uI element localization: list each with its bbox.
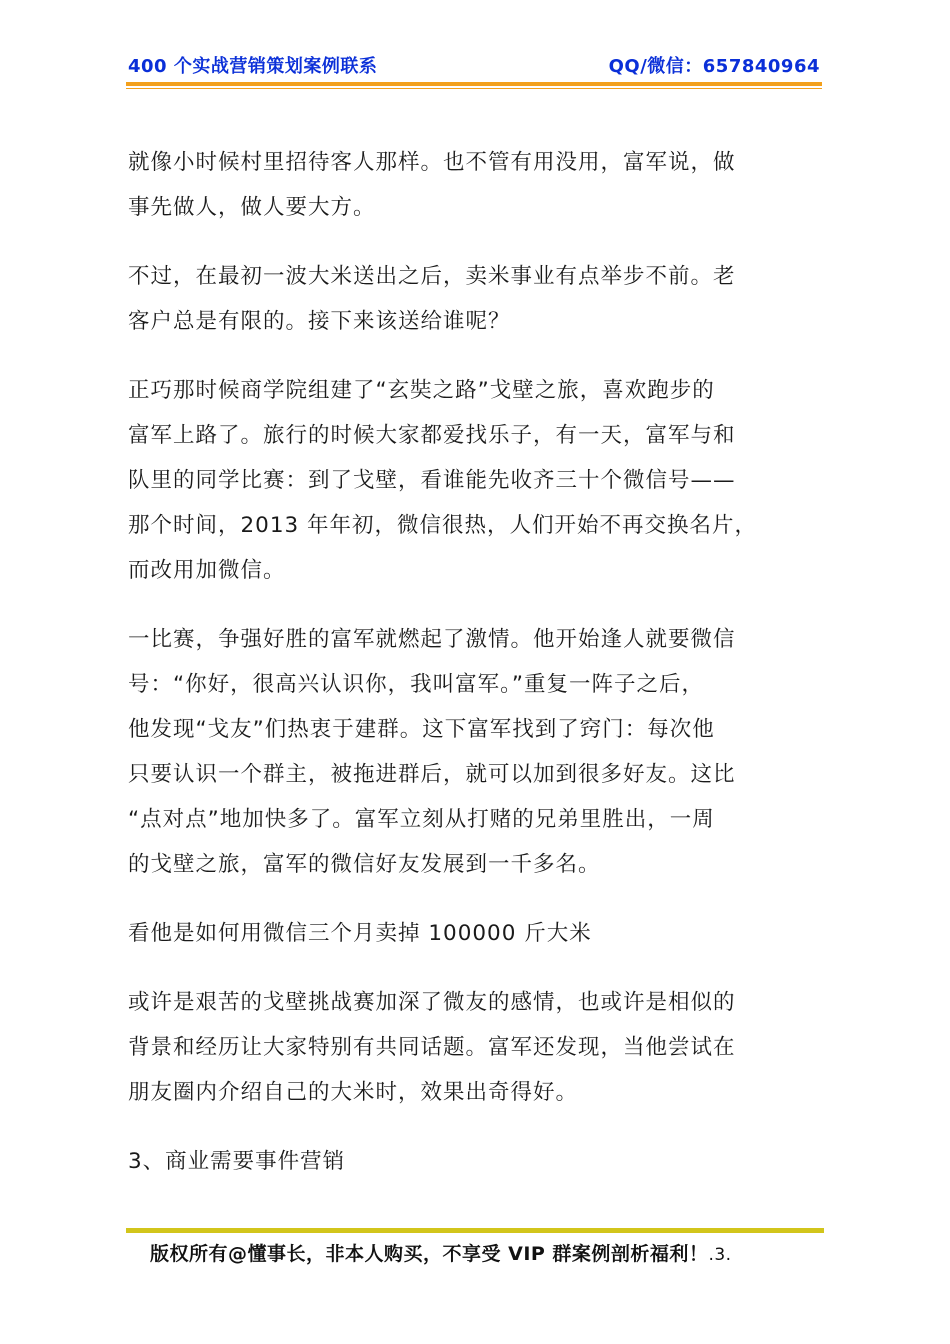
- copyright-notice: 版权所有@懂事长，非本人购买，不享受 VIP 群案例剖析福利！: [150, 1243, 709, 1265]
- header-divider-thin: [126, 88, 822, 89]
- paragraph: [128, 617, 822, 887]
- paragraph: [128, 140, 822, 230]
- text-line: 的戈壁之旅，富军的微信好友发展到一千多名。: [128, 852, 601, 877]
- text-line: 不过，在最初一波大米送出之后，卖米事业有点举步不前。老: [128, 264, 736, 289]
- paragraph: [128, 254, 822, 344]
- page-footer: [150, 1240, 810, 1269]
- text-line: “点对点”地加快多了。富军立刻从打赌的兄弟里胜出，一周: [128, 807, 715, 832]
- text-line: 客户总是有限的。接下来该送给谁呢？: [128, 309, 511, 334]
- section-heading: [128, 1139, 822, 1184]
- text-line: 朋友圈内介绍自己的大米时，效果出奇得好。: [128, 1080, 579, 1105]
- text-line: 看他是如何用微信三个月卖掉 100000 斤大米: [128, 921, 592, 946]
- text-line: 队里的同学比赛：到了戈壁，看谁能先收齐三十个微信号——: [128, 468, 736, 493]
- header-contact: QQ/微信：657840964: [608, 56, 820, 77]
- subheading: [128, 911, 822, 956]
- article-body: [128, 140, 822, 1208]
- text-line: 或许是艰苦的戈壁挑战赛加深了微友的感情，也或许是相似的: [128, 990, 736, 1015]
- text-line: 3、商业需要事件营销: [128, 1149, 346, 1174]
- text-line: 就像小时候村里招待客人那样。也不管有用没用，富军说，做: [128, 150, 736, 175]
- text-line: 号：“你好，很高兴认识你，我叫富军。”重复一阵子之后，: [128, 672, 705, 697]
- text-line: 他发现“戈友”们热衷于建群。这下富军找到了窍门：每次他: [128, 717, 715, 742]
- text-line: 一比赛，争强好胜的富军就燃起了激情。他开始逢人就要微信: [128, 627, 736, 652]
- page-number: .3.: [708, 1245, 732, 1265]
- footer-divider: [126, 1228, 824, 1233]
- paragraph: [128, 368, 822, 593]
- text-line: 事先做人，做人要大方。: [128, 195, 376, 220]
- header-divider: [126, 82, 822, 86]
- text-line: 背景和经历让大家特别有共同话题。富军还发现，当他尝试在: [128, 1035, 736, 1060]
- text-line: 富军上路了。旅行的时候大家都爱找乐子，有一天，富军与和: [128, 423, 736, 448]
- page-header: [128, 54, 820, 80]
- text-line: 只要认识一个群主，被拖进群后，就可以加到很多好友。这比: [128, 762, 736, 787]
- text-line: 正巧那时候商学院组建了“玄奘之路”戈壁之旅，喜欢跑步的: [128, 378, 715, 403]
- paragraph: [128, 980, 822, 1115]
- header-title: 400 个实战营销策划案例联系: [128, 56, 378, 77]
- text-line: 而改用加微信。: [128, 558, 286, 583]
- text-line: 那个时间，2013 年年初，微信很热，人们开始不再交换名片，: [128, 513, 758, 538]
